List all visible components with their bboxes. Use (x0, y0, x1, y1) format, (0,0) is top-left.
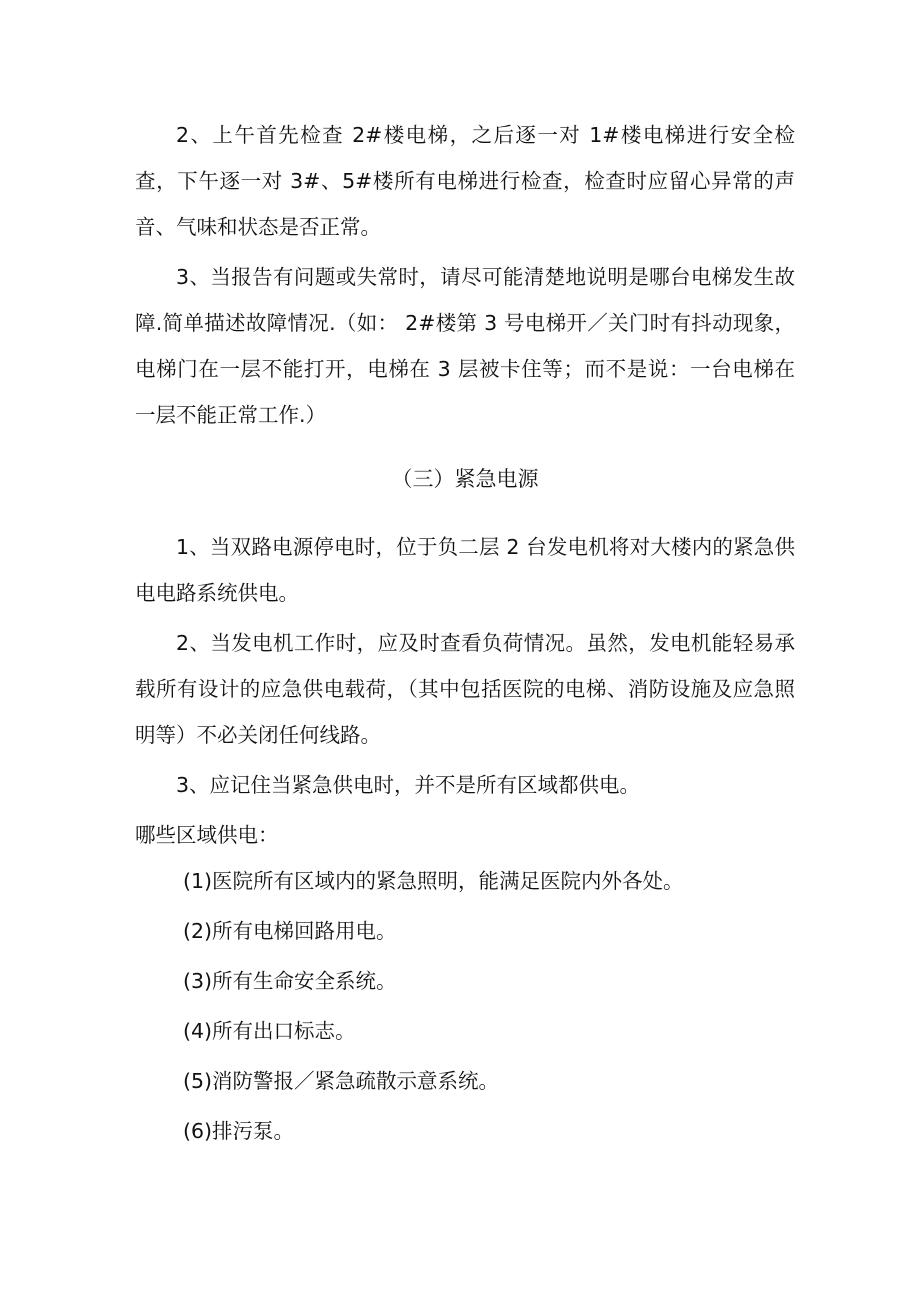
list-item: (6)排污泵。 (183, 1119, 295, 1143)
list-item: (2)所有电梯回路用电。 (183, 919, 397, 943)
list-item: (5)消防警报／紧急疏散示意系统。 (183, 1069, 500, 1093)
list-item: (4)所有出口标志。 (183, 1019, 356, 1043)
section-heading-emergency-power: （三）紧急电源 (391, 467, 539, 491)
document-body (135, 112, 795, 1158)
paragraph-generator-load: 2、当发电机工作时，应及时查看负荷情况。虽然，发电机能轻易承载所有设计的应急供电载荷，（其中包括医院的电梯、消防设施及应急照明等）不必关闭任何线路。 (135, 631, 795, 747)
paragraph-partial-supply: 3、应记住当紧急供电时，并不是所有区域都供电。 (176, 773, 641, 797)
paragraph-fault-reporting: 3、当报告有问题或失常时，请尽可能清楚地说明是哪台电梯发生故障.简单描述故障情况.（如： 2#楼第 3 号电梯开／关门时有抖动现象，电梯门在一层不能打开，电梯在 3 层被卡住等；而不是说：一台电梯在一层不能正常工作.） (135, 265, 795, 427)
powered-areas-list (135, 858, 795, 1154)
list-item: (3)所有生命安全系统。 (183, 969, 397, 993)
paragraph-elevator-inspection: 2、上午首先检查 2#楼电梯，之后逐一对 1#楼电梯进行安全检查，下午逐一对 3#、5#楼所有电梯进行检查，检查时应留心异常的声音、气味和状态是否正常。 (135, 123, 795, 239)
list-intro: 哪些区域供电： (135, 823, 279, 847)
paragraph-generator-supply: 1、当双路电源停电时，位于负二层 2 台发电机将对大楼内的紧急供电电路系统供电。 (135, 535, 795, 605)
list-item: (1)医院所有区域内的紧急照明，能满足医院内外各处。 (183, 869, 684, 893)
